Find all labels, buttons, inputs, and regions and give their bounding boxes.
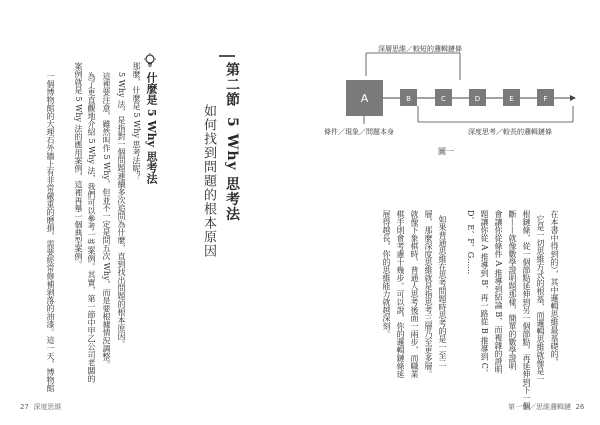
section-rule — [219, 55, 235, 57]
right-body-col: 就像下象棋時，普通人思考後面一兩步，而職業 — [410, 210, 419, 378]
node-d-label: D — [474, 95, 481, 103]
left-body-col: 5 Why 法，是指對一個問題連續多次追問為什麼，直到找出問題的根本原因。 — [117, 72, 126, 349]
lightbulb-icon — [143, 53, 157, 69]
right-body-col: D、E、F、G…… — [466, 210, 475, 275]
node-a-label: A — [360, 92, 369, 105]
left-body-col: 那麼，什麼是 5 Why 思考法呢？ — [132, 62, 141, 181]
left-body-col: 為了更直觀地介紹 5 Why 法，我們可以參考一些案例。其實，第一節中甲乙公司老闆的 — [87, 72, 96, 383]
section-title — [222, 62, 242, 222]
left-running-title: 深度思維 — [33, 403, 62, 411]
right-body-col: 會讓你從條件 A 推導到結論 B，而複雜的證明 — [494, 210, 503, 374]
node-b-label: B — [406, 95, 411, 103]
left-folio — [20, 402, 61, 412]
section-title-text: 5 Why 思考法 — [224, 117, 240, 222]
left-page-number: 27 — [20, 403, 29, 411]
section-subtitle: 如何找到問題的根本原因 — [201, 104, 216, 258]
right-body-col: 斷——就像數學證明題那樣，簡單的數學證明 — [508, 210, 517, 370]
right-body-col: 如果普通思維在思考問題時思考的是一至二 — [438, 215, 447, 367]
node-e-label: E — [509, 95, 514, 103]
left-body-col: 案例就是 5 Why 法的應用案例，這裡再舉一個典型案例。 — [74, 62, 83, 269]
diagram-caption: 圖一 — [438, 147, 454, 156]
section-number: 第二節 — [224, 62, 240, 107]
diagram-top-label: 深層思維／較短的邏輯鏈條 — [378, 45, 462, 53]
right-body-col: 在本書中得到的），其中邏輯思維最基礎的， — [550, 210, 559, 366]
left-body-col: 一個博物館的大理石外牆上有非常嚴重的磨損，需要經常修補剝落的油漆。這一天，博物館 — [46, 72, 55, 392]
logic-chain-diagram — [318, 42, 583, 157]
node-c-label: C — [441, 95, 446, 103]
right-body-col: 題讓你從 A 推導到 B，再一路從 B 推導到 C、 — [480, 210, 489, 377]
diagram-bottom-right-label: 深度思考／較長的邏輯鏈條 — [468, 128, 552, 136]
right-body-col: 它是一切思維方式的根基，而邏輯思維就像是一 — [536, 215, 545, 383]
right-body-col: 棋手則會考慮十幾步。可以說，你的邏輯鏈條延 — [396, 210, 405, 378]
right-body-col: 展得越長，你的思維能力就越深刻。 — [382, 210, 391, 338]
right-page-number: 26 — [575, 403, 585, 411]
left-heading: 什麼是 5 Why 思考法 — [145, 72, 158, 184]
left-body-col: 這裡要注意，雖然叫作 5 Why，但並不一定是問五次 Why，而是要根據情況調整。 — [102, 72, 111, 369]
right-body-col: 根鏈條，從一個節點延伸到另一個節點，再延伸到下一個 — [522, 210, 531, 410]
diagram-bottom-left-label: 條件／現象／問題本身 — [324, 128, 394, 136]
right-body-col: 層，那麼深度思維就是指思考三層乃至更多層。 — [424, 210, 433, 378]
right-running-title: 第一章／思維邏輯鏈 — [508, 403, 571, 411]
node-f-label: F — [543, 95, 548, 103]
right-folio — [508, 402, 584, 412]
